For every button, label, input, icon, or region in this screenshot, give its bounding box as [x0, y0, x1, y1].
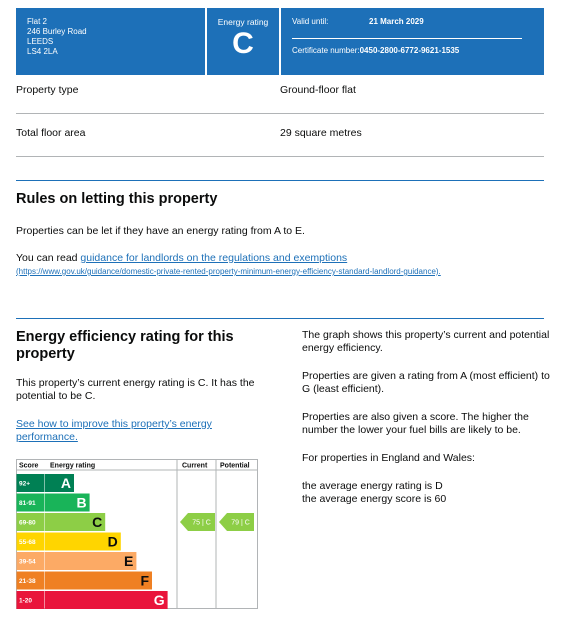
certificate-header	[16, 8, 544, 75]
score-range-label: 1-20	[19, 597, 33, 605]
letting-heading: Rules on letting this property	[16, 191, 218, 207]
valid-until-date: 21 March 2029	[369, 17, 424, 26]
average-rating-text: the average energy rating is D	[302, 480, 443, 492]
energy-rating-label: Energy rating	[217, 17, 269, 27]
score-range-label: 21-38	[19, 577, 36, 585]
floor-area-value: 29 square metres	[280, 127, 362, 139]
rating-band-letter: B	[76, 494, 87, 511]
score-range-label: 81-91	[19, 499, 36, 507]
rating-column-header: Energy rating	[50, 462, 96, 470]
rating-band-f	[45, 572, 152, 590]
guidance-url-link[interactable]: (https://www.gov.uk/guidance/domestic-private-rented-property-minimum-energy-efficiency-standard-landlord-guidance).	[16, 267, 441, 276]
score-range-label: 92+	[19, 480, 31, 488]
letting-paragraph: Properties can be let if they have an energy rating from A to E.	[16, 225, 305, 237]
rating-band-letter: E	[124, 553, 134, 569]
improve-performance-link[interactable]: See how to improve this property’s energy performance.	[16, 418, 212, 443]
rating-band-letter: D	[107, 533, 118, 550]
energy-rating-block	[207, 8, 279, 75]
energy-rating-chart	[16, 459, 258, 609]
rating-band-letter: F	[140, 572, 149, 589]
valid-until-label: Valid until:	[292, 17, 329, 26]
score-range-label: 39-54	[19, 558, 36, 566]
floor-area-label: Total floor area	[16, 127, 86, 139]
energy-rating-letter: C	[232, 27, 254, 60]
score-range-label: 69-80	[19, 519, 36, 527]
current-rating-marker-label: 75 | C	[192, 519, 211, 527]
guidance-link[interactable]: guidance for landlords on the regulations and exemptions	[80, 252, 348, 264]
info-paragraph: For properties in England and Wales:	[302, 452, 475, 464]
divider	[292, 38, 522, 39]
guidance-prefix: You can read	[16, 252, 81, 264]
potential-column-header: Potential	[220, 462, 250, 470]
property-type-row	[16, 70, 544, 114]
average-score-text: the average energy score is 60	[302, 493, 447, 505]
address-line: 246 Burley Road	[27, 27, 87, 36]
certificate-number: 0450-2800-6772-9621-1535	[359, 46, 460, 55]
rating-band-letter: C	[92, 514, 103, 530]
address-line: LEEDS	[27, 37, 54, 46]
property-type-value: Ground-floor flat	[280, 84, 356, 96]
info-paragraph: Properties are also given a score. The higher the number the lower your fuel bills are likely to be.	[302, 411, 529, 436]
validity-block	[281, 8, 544, 75]
section-divider	[16, 180, 544, 181]
rating-band-e	[45, 552, 136, 570]
rating-band-g	[45, 591, 168, 609]
address-line: LS4 2LA	[27, 47, 58, 56]
potential-rating-marker-label: 79 | C	[231, 519, 250, 527]
current-column-header: Current	[182, 462, 208, 470]
address-line: Flat 2	[27, 17, 48, 26]
property-type-label: Property type	[16, 84, 79, 96]
info-paragraph: The graph shows this property’s current and potential energy efficiency.	[302, 329, 550, 354]
info-paragraph: Properties are given a rating from A (most efficient) to G (least efficient).	[302, 370, 550, 395]
rating-band-letter: G	[153, 592, 165, 608]
efficiency-paragraph: This property’s current energy rating is C. It has the potential to be C.	[16, 377, 255, 402]
address-block	[16, 8, 205, 75]
rating-band-letter: A	[60, 475, 71, 491]
score-column-header: Score	[19, 462, 39, 470]
floor-area-row	[16, 113, 544, 157]
score-range-label: 55-68	[19, 538, 36, 546]
section-divider	[16, 318, 544, 319]
efficiency-heading: Energy efficiency rating for this property	[16, 329, 234, 362]
letting-guidance-paragraph	[16, 252, 347, 265]
certificate-label: Certificate number:	[292, 46, 360, 55]
